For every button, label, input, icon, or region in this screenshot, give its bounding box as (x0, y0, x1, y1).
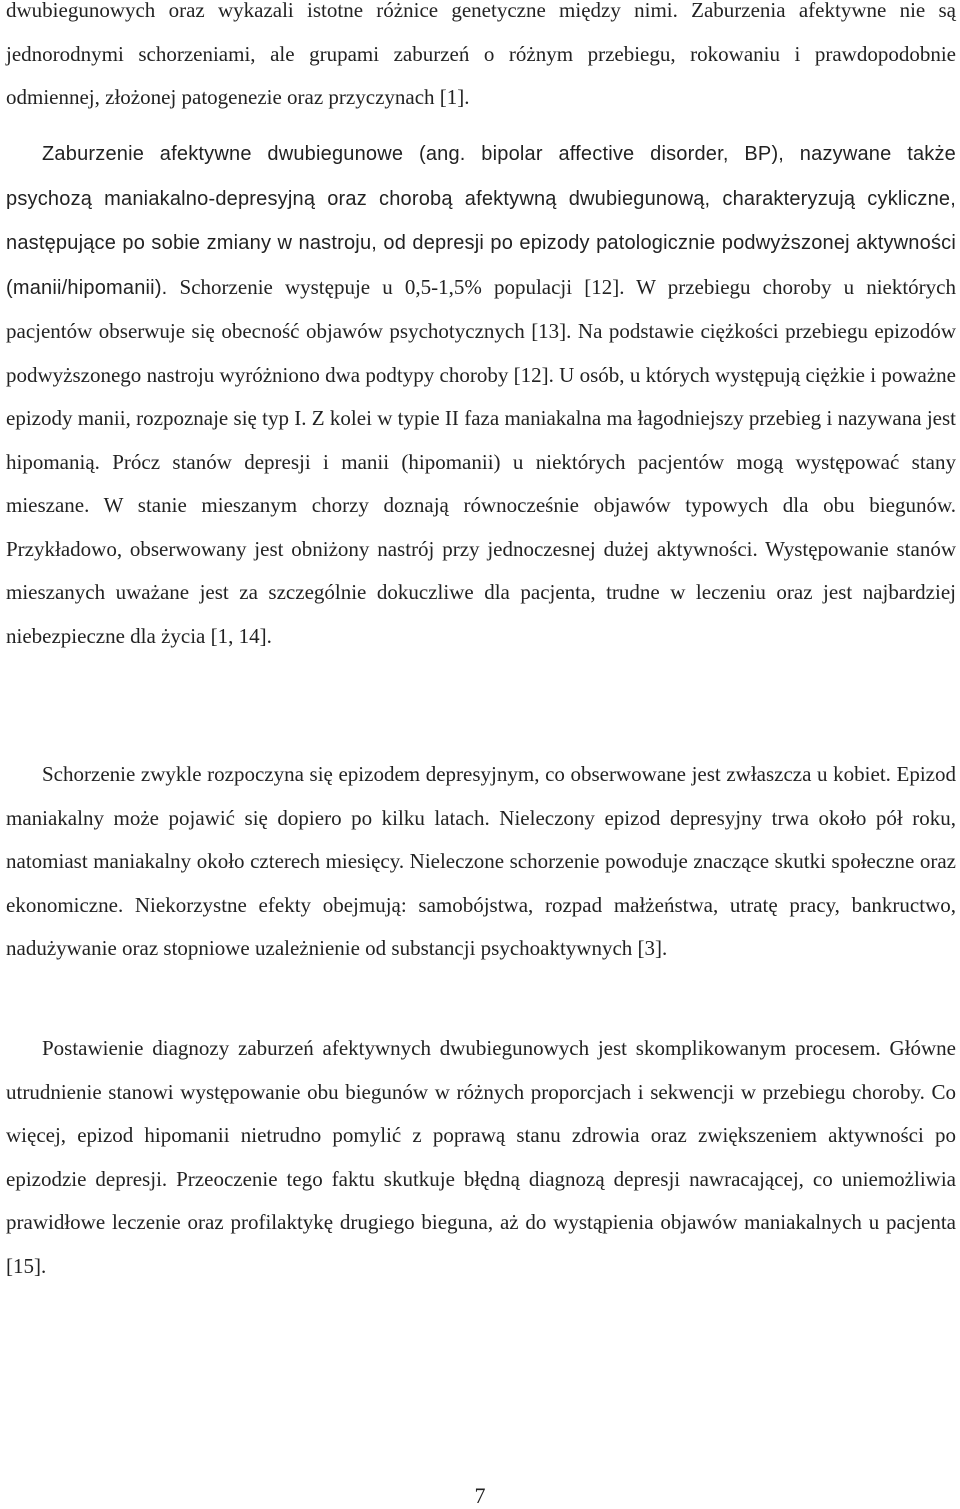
paragraph-course-of-disease: Schorzenie zwykle rozpoczyna się epizodem depresyjnym, co obserwowane jest zwłaszcza u kobiet. Epizod maniakalny może pojawić się dopiero po kilku latach. Nieleczony epizod depresyjny trwa około pół roku, natomiast maniakalny około czterech miesięcy. Nieleczone schorzenie powoduje znaczące skutki społeczne oraz ekonomiczne. Niekorzystne efekty obejmują: samobójstwa, rozpad małżeństwa, utratę pracy, bankructwo, nadużywanie oraz stopniowe uzależnienie od substancji psychoaktywnych [3]. (6, 762, 956, 960)
paragraph-bipolar-definition-serif-part: Schorzenie występuje u 0,5-1,5% populacji [12]. W przebiegu choroby u niektórych pacjentów obserwuje się obecność objawów psychotycznych [13]. Na podstawie ciężkości przebiegu epizodów podwyższonego nastroju wyróżniono dwa podtypy choroby [12]. U osób, u których występują ciężkie i poważne epizody manii, rozpoznaje się typ I. Z kolei w typie II faza maniakalna ma łagodniejszy przebieg i nazywana jest hipomanią. Prócz stanów depresji i manii (hipomanii) u niektórych pacjentów mogą występować stany mieszane. W stanie mieszanym chorzy doznają równocześnie objawów typowych dla obu biegunów. Przykładowo, obserwowany jest obniżony nastrój przy jednoczesnej dużej aktywności. Występowanie stanów mieszanych uważane jest za szczególnie dokuczliwe dla pacjenta, trudne w leczeniu oraz jest najbardziej niebezpieczne dla życia [1, 14]. (6, 274, 956, 648)
paragraph-bipolar-definition (6, 132, 956, 658)
paragraph-diagnosis: Postawienie diagnozy zaburzeń afektywnych dwubiegunowych jest skomplikowanym procesem. Główne utrudnienie stanowi występowanie obu biegunów w różnych proporcjach i sekwencji w przebiegu choroby. Co więcej, epizod hipomanii nietrudno pomylić z poprawą stanu zdrowia oraz zwiększeniem aktywności po epizodzie depresji. Przeoczenie tego faktu skutkuje błędną diagnozą depresji nawracającej, co uniemożliwia prawidłowe leczenie oraz profilaktykę drugiego bieguna, aż do wystąpienia objawów maniakalnych u pacjenta [15]. (6, 1036, 956, 1278)
paragraph-continuation: dwubiegunowych oraz wykazali istotne różnice genetyczne między nimi. Zaburzenia afektywne nie są jednorodnymi schorzeniami, ale grupami zaburzeń o różnym przebiegu, rokowaniu i prawdopodobnie odmiennej, złożonej patogenezie oraz przyczynach [1]. (6, 0, 956, 109)
page-number: 7 (474, 1483, 486, 1508)
paragraph-bipolar-definition-sans-part: Zaburzenie afektywne dwubiegunowe (ang. bipolar affective disorder, BP), nazywane także psychozą maniakalno-depresyjną oraz chorobą afektywną dwubiegunową, charakteryzują cykliczne, następujące po sobie zmiany w nastroju, od depresji po epizody patologicznie podwyższonej aktywności (manii/hipomanii). (6, 143, 956, 299)
